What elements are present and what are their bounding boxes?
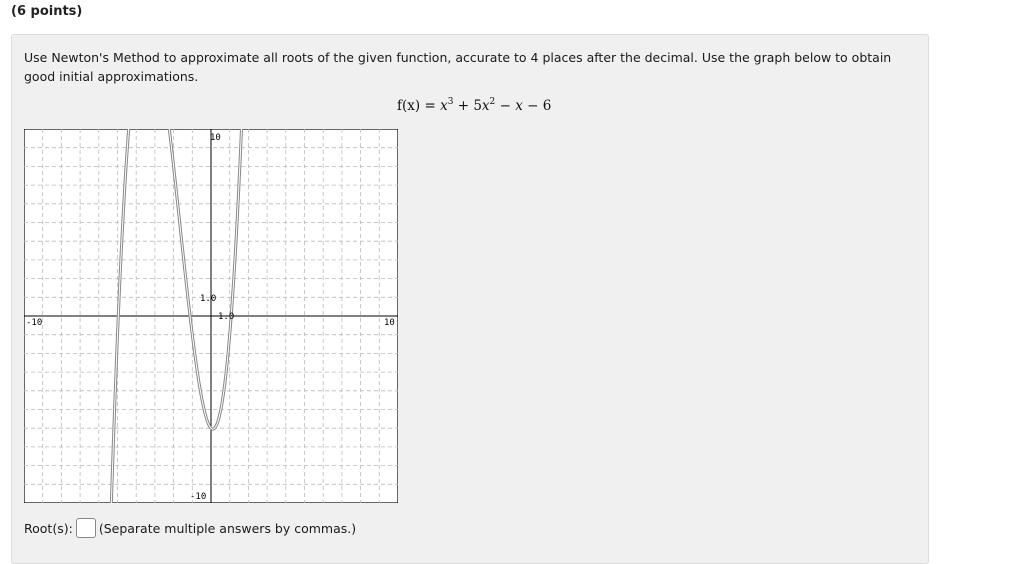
formula-lhs: f(x) xyxy=(397,98,421,114)
roots-input[interactable] xyxy=(76,518,96,538)
tick-label-y-max: 10 xyxy=(210,133,221,143)
formula-equals: = xyxy=(424,98,436,114)
formula-minus-6: − 6 xyxy=(522,98,552,114)
formula-exp-2: 2 xyxy=(489,97,496,107)
formula-minus: − xyxy=(499,98,516,114)
formula-plus-5: + 5 xyxy=(457,98,482,114)
formula-exp-3: 3 xyxy=(447,97,454,107)
problem-instructions: Use Newton's Method to approximate all roots of the given function, accurate to 4 places after the decimal. Use the graph below to obtain good initial approximations. xyxy=(24,50,892,84)
answer-row xyxy=(24,517,356,539)
problem-panel xyxy=(11,34,929,564)
tick-label-y-unit: 1.0 xyxy=(200,294,217,304)
formula-x-squared: x xyxy=(481,98,490,114)
tick-label-x-unit: 1.0 xyxy=(218,312,235,322)
tick-label-x-max: 10 xyxy=(384,318,395,328)
tick-label-x-min: -10 xyxy=(26,318,43,328)
function-formula xyxy=(397,97,551,114)
formula-x-linear: x xyxy=(515,98,523,114)
roots-hint: (Separate multiple answers by commas.) xyxy=(98,520,357,536)
points-label: (6 points) xyxy=(11,4,83,19)
function-graph xyxy=(24,129,398,503)
tick-label-y-min: -10 xyxy=(190,492,207,502)
formula-x-cubed: x xyxy=(440,98,448,114)
roots-label: Root(s): xyxy=(24,520,73,536)
